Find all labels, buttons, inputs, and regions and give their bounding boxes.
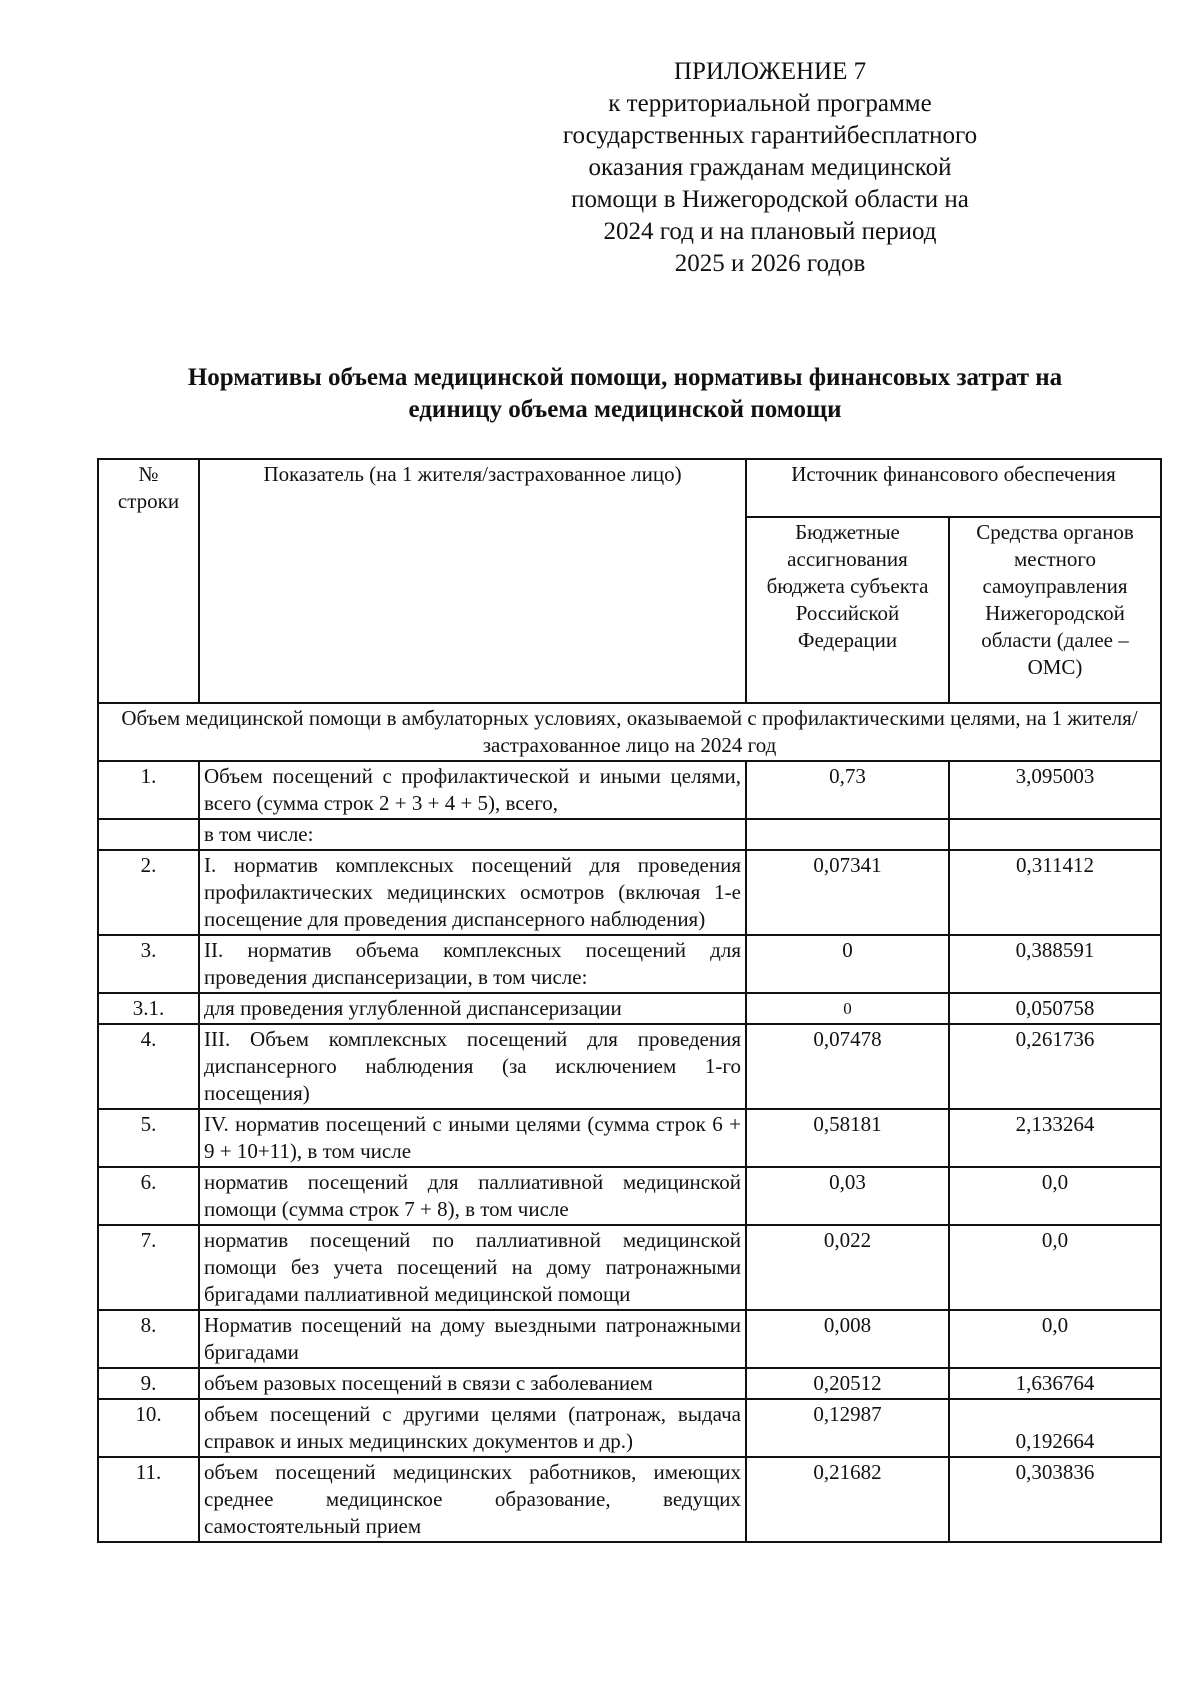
row-oms-value: 0,388591: [949, 935, 1161, 993]
row-budget-value: 0,20512: [746, 1368, 949, 1399]
row-indicator: I. норматив комплексных посещений для проведения профилактических медицинских осмотров (включая 1-е посещение для проведения диспансерного наблюдения): [199, 850, 746, 935]
section-title: Объем медицинской помощи в амбулаторных условиях, оказываемой с профилактическими целями, на 1 жителя/застрахованное лицо на 2024 год: [98, 703, 1161, 761]
row-budget-value: 0: [746, 993, 949, 1024]
row-oms-value: 3,095003: [949, 761, 1161, 819]
row-indicator: в том числе:: [199, 819, 746, 850]
appendix-line: 2025 и 2026 годов: [674, 250, 866, 277]
row-number: 3.1.: [98, 993, 199, 1024]
row-indicator: объем разовых посещений в связи с заболеванием: [199, 1368, 746, 1399]
header-indicator: Показатель (на 1 жителя/застрахованное лицо): [199, 459, 746, 703]
row-budget-value: 0,12987: [746, 1399, 949, 1457]
row-oms-value: 0,0: [949, 1167, 1161, 1225]
table-row: [98, 761, 1161, 819]
row-number: 4.: [98, 1024, 199, 1109]
row-oms-value: 1,636764: [949, 1368, 1161, 1399]
document-title-line: Нормативы объема медицинской помощи, нормативы финансовых затрат на: [187, 364, 1063, 391]
row-oms-value: 0,050758: [949, 993, 1161, 1024]
row-indicator: Объем посещений с профилактической и иными целями, всего (сумма строк 2 + 3 + 4 + 5), всего,: [199, 761, 746, 819]
row-oms-value: 0,0: [949, 1225, 1161, 1310]
row-indicator: норматив посещений по паллиативной медицинской помощи без учета посещений на дому патронажными бригадами паллиативной медицинской помощи: [199, 1225, 746, 1310]
table-row: [98, 819, 1161, 850]
table-row: [98, 1167, 1161, 1225]
row-budget-value: 0,07341: [746, 850, 949, 935]
row-number: [98, 819, 199, 850]
row-budget-value: 0: [746, 935, 949, 993]
row-number: 7.: [98, 1225, 199, 1310]
row-oms-value: 0,0: [949, 1310, 1161, 1368]
appendix-line: помощи в Нижегородской области на: [571, 186, 969, 213]
row-number: 6.: [98, 1167, 199, 1225]
row-number: 9.: [98, 1368, 199, 1399]
row-number: 8.: [98, 1310, 199, 1368]
row-number: 2.: [98, 850, 199, 935]
table-row: [98, 993, 1161, 1024]
table-row: [98, 1368, 1161, 1399]
table-row: [98, 1399, 1161, 1457]
row-indicator: объем посещений медицинских работников, имеющих среднее медицинское образование, ведущих самостоятельный прием: [199, 1457, 746, 1542]
appendix-line: 2024 год и на плановый период: [603, 218, 937, 245]
row-budget-value: [746, 819, 949, 850]
table-row: [98, 1109, 1161, 1167]
row-oms-value: 0,303836: [949, 1457, 1161, 1542]
row-oms-value: 2,133264: [949, 1109, 1161, 1167]
row-number: 3.: [98, 935, 199, 993]
row-indicator: IV. норматив посещений с иными целями (сумма строк 6 + 9 + 10+11), в том числе: [199, 1109, 746, 1167]
row-budget-value: 0,73: [746, 761, 949, 819]
header-row-number: № строки: [98, 459, 199, 703]
header-budget: Бюджетные ассигнования бюджета субъекта Российской Федерации: [746, 517, 949, 703]
row-indicator: II. норматив объема комплексных посещений для проведения диспансеризации, в том числе:: [199, 935, 746, 993]
appendix-line: государственных гарантийбесплатного: [562, 122, 978, 149]
row-indicator: объем посещений с другими целями (патронаж, выдача справок и иных медицинских документов и др.): [199, 1399, 746, 1457]
row-budget-value: 0,58181: [746, 1109, 949, 1167]
row-number: 5.: [98, 1109, 199, 1167]
header-oms: Средства органов местного самоуправления Нижегородской области (далее – ОМС): [949, 517, 1161, 703]
appendix-line: к территориальной программе: [608, 90, 932, 117]
table-header-row: [98, 459, 1161, 517]
header-funding-source: Источник финансового обеспечения: [746, 459, 1161, 517]
document-title-line: единицу объема медицинской помощи: [408, 396, 842, 423]
row-oms-value: [949, 819, 1161, 850]
row-number: 10.: [98, 1399, 199, 1457]
row-budget-value: 0,022: [746, 1225, 949, 1310]
row-indicator: III. Объем комплексных посещений для проведения диспансерного наблюдения (за исключением 1-го посещения): [199, 1024, 746, 1109]
row-budget-value: 0,03: [746, 1167, 949, 1225]
row-budget-value: 0,008: [746, 1310, 949, 1368]
table-row: [98, 935, 1161, 993]
table-row: [98, 1310, 1161, 1368]
table-row: [98, 1225, 1161, 1310]
row-budget-value: 0,21682: [746, 1457, 949, 1542]
appendix-line: оказания гражданам медицинской: [588, 154, 952, 181]
row-budget-value: 0,07478: [746, 1024, 949, 1109]
table-row: [98, 1024, 1161, 1109]
row-indicator: для проведения углубленной диспансеризации: [199, 993, 746, 1024]
table-row: [98, 1457, 1161, 1542]
row-number: 1.: [98, 761, 199, 819]
appendix-line: ПРИЛОЖЕНИЕ 7: [673, 58, 867, 85]
row-oms-value: 0,311412: [949, 850, 1161, 935]
document-title: [100, 362, 1150, 426]
section-row: [98, 703, 1161, 761]
norms-table: [97, 458, 1162, 1543]
row-oms-value: 0,192664: [949, 1399, 1161, 1457]
appendix-header: [560, 56, 980, 280]
row-number: 11.: [98, 1457, 199, 1542]
row-oms-value: 0,261736: [949, 1024, 1161, 1109]
row-indicator: Норматив посещений на дому выездными патронажными бригадами: [199, 1310, 746, 1368]
row-indicator: норматив посещений для паллиативной медицинской помощи (сумма строк 7 + 8), в том числе: [199, 1167, 746, 1225]
table-row: [98, 850, 1161, 935]
